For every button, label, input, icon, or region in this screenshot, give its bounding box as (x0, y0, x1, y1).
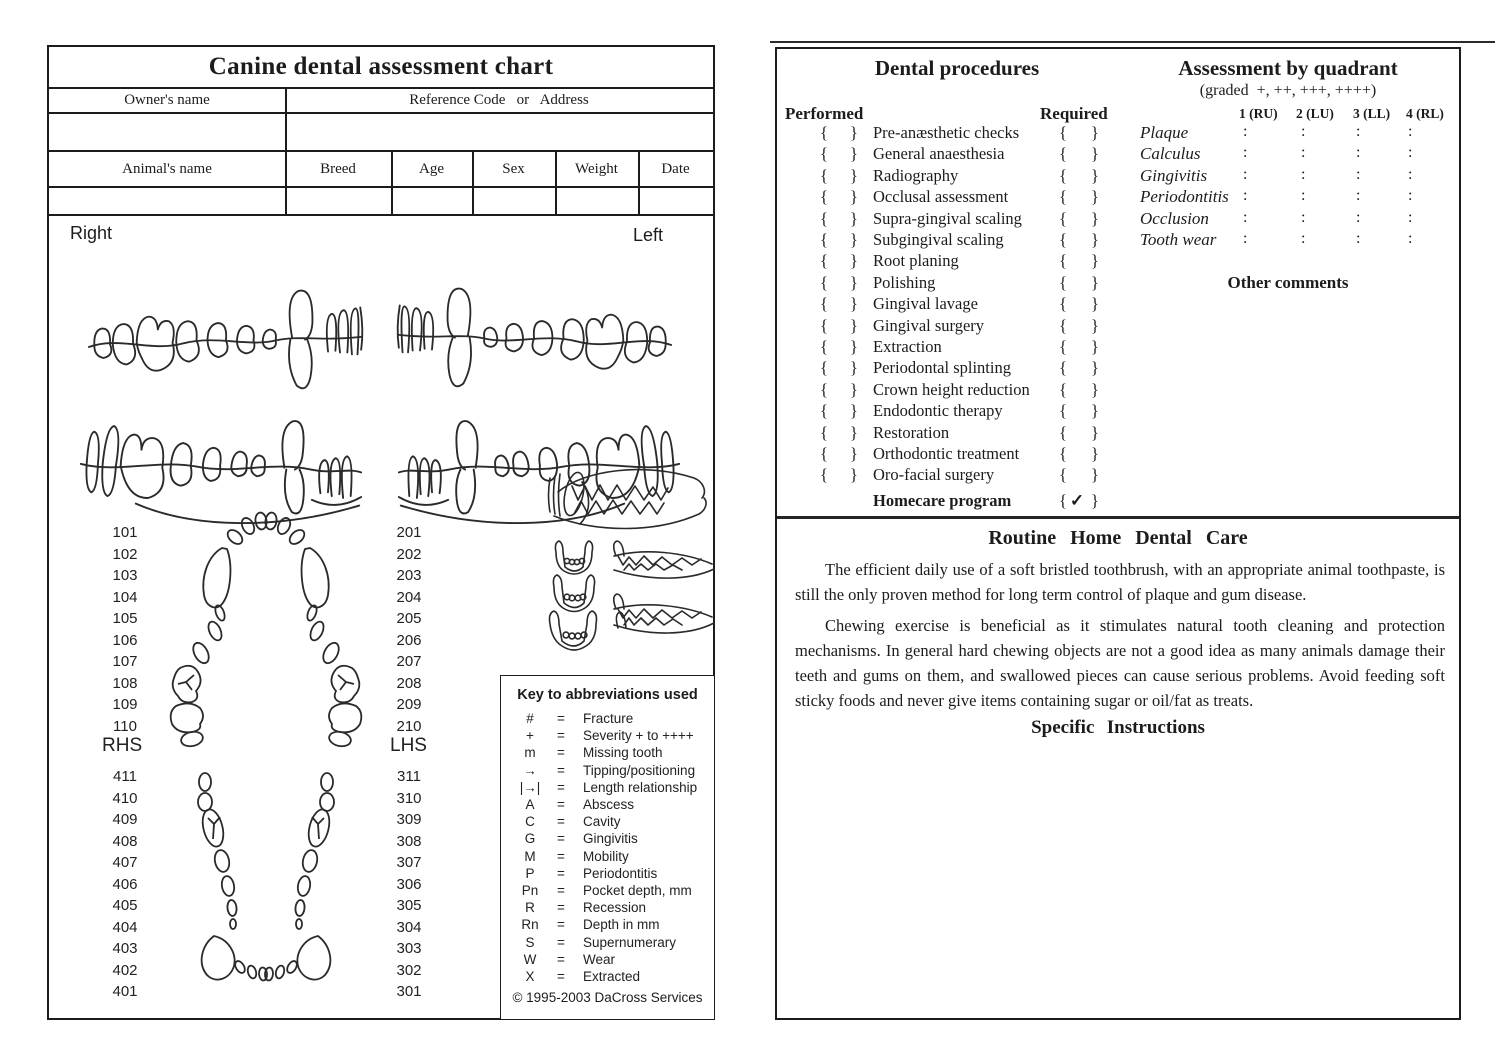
procedure-row: { } Polishing { } (820, 272, 1099, 292)
procedure-row: { } Subgingival scaling { } (820, 230, 1099, 249)
procedures-title: Dental procedures (874, 56, 1040, 80)
assessment-row: Occlusion : : : : (1140, 208, 1413, 228)
animal-name-label: Animal's name (122, 160, 212, 177)
check-mark: ✓ (1069, 491, 1085, 510)
section-divider (777, 516, 1459, 519)
tooth-numbers-lower-left: 311 310 309 308 307 306 305 304 303 302 301 (396, 768, 422, 1001)
procedure-row: { } Supra-gingival scaling { } (820, 208, 1099, 228)
lhs-label: LHS (390, 735, 427, 756)
key-item: S = Supernumerary (525, 934, 677, 950)
upper-jaw-occlusal-drawing (156, 510, 376, 755)
key-item: Pn = Pocket depth, mm (521, 883, 692, 898)
procedure-row: { } General anaesthesia { } (820, 144, 1099, 164)
sex-label: Sex (502, 160, 525, 177)
upper-right-arcade-drawing (87, 275, 363, 407)
procedure-row: { } Radiography { } (820, 165, 1099, 185)
divider (391, 152, 393, 216)
procedure-row: { } Periodontal splinting { } (820, 358, 1099, 378)
divider (49, 186, 713, 188)
upper-left-arcade-drawing (397, 273, 673, 405)
divider (49, 112, 713, 114)
key-item: # = Fracture (526, 711, 634, 726)
procedure-row: { } Root planing { } (820, 251, 1099, 271)
assessment-row: Calculus : : : : (1140, 144, 1413, 164)
key-item: Rn = Depth in mm (521, 917, 660, 933)
quadrant-column-header: 2 (LU) (1296, 106, 1334, 121)
lower-jaw-occlusal-drawing (156, 757, 376, 1002)
rhs-label: RHS (102, 735, 143, 756)
assessment-row: Plaque : : : : (1140, 123, 1413, 142)
assessment-row: Periodontitis : : : : (1140, 187, 1413, 207)
auxiliary-jaw-views-drawing (544, 452, 717, 667)
page-top-rule (770, 41, 1495, 43)
key-title: Key to abbreviations used (517, 687, 698, 703)
left-page (47, 45, 715, 1020)
assessment-row: Gingivitis : : : : (1140, 165, 1413, 185)
key-item: G = Gingivitis (524, 831, 638, 847)
procedure-row: { } Gingival surgery { } (820, 315, 1099, 335)
divider (49, 214, 713, 216)
tooth-numbers-upper-right: 101 102 103 104 105 106 107 108 109 110 (112, 524, 138, 735)
divider (638, 152, 640, 216)
procedure-row: { } Restoration { } (820, 422, 1099, 442)
owner-name-label: Owner's name (124, 92, 210, 108)
tooth-numbers-lower-right: 411 410 409 408 407 406 405 404 403 402 401 (112, 768, 138, 1001)
key-item: A = Abscess (525, 797, 635, 812)
procedure-row: { } Gingival lavage { } (820, 294, 1099, 314)
procedure-row: { } Crown height reduction { } (820, 379, 1099, 399)
paragraph: Chewing exercise is beneficial as it stimulates natural tooth cleaning and protection mechanisms. In general hard chewing objects are not a good idea as many animals damage their teeth and gums on them, and swallowed pieces can cause serious problems. Avoid feeding soft sticky foods and never give items containing sugar or oil/fat as treats. (795, 616, 1445, 710)
quadrant-column-header: 1 (RU) (1239, 106, 1278, 121)
performed-column-label: Performed (785, 104, 864, 123)
assessment-grading-note: (graded +, ++, +++, ++++) (1199, 82, 1377, 99)
procedure-row: { } Extraction { } (820, 337, 1099, 356)
key-item: W = Wear (523, 951, 616, 967)
age-label: Age (419, 160, 444, 177)
required-column-label: Required (1040, 104, 1108, 123)
right-side-label: Right (70, 223, 113, 243)
key-item: P = Periodontitis (525, 865, 658, 881)
page-title: Canine dental assessment chart (49, 47, 713, 89)
homecare-program-row: Homecare program { ✓ } (873, 491, 1099, 510)
other-comments-heading: Other comments (1227, 273, 1349, 292)
key-item: → = Tipping/positioning (523, 762, 696, 778)
procedure-row: { } Pre-anæsthetic checks { } (820, 123, 1099, 142)
key-item: R = Recession (525, 900, 647, 916)
home-dental-care-title: Routine Home Dental Care (988, 527, 1248, 549)
procedure-row: { } Oro-facial surgery { } (820, 465, 1099, 485)
paragraph: The efficient daily use of a soft bristled toothbrush, with an appropriate animal toothpaste, is still the only proven method for long term control of plaque and gum disease. (795, 560, 1445, 604)
quadrant-column-header: 3 (LL) (1353, 106, 1391, 121)
procedure-row: { } Occlusal assessment { } (820, 187, 1099, 207)
key-item: + = Severity + to ++++ (526, 728, 694, 744)
abbreviation-key-box (500, 675, 715, 1020)
reference-label: Reference Code or Address (409, 92, 589, 108)
procedure-row: { } Endodontic therapy { } (820, 401, 1099, 421)
key-item: X = Extracted (525, 969, 641, 984)
breed-label: Breed (320, 160, 356, 177)
key-item: C = Cavity (525, 814, 621, 830)
assessment-title: Assessment by quadrant (1178, 56, 1398, 80)
key-item: m = Missing tooth (524, 745, 663, 761)
home-dental-care-text (795, 557, 1445, 719)
specific-instructions-title: Specific Instructions (1031, 717, 1205, 738)
tooth-numbers-upper-left: 201 202 203 204 205 206 207 208 209 210 (396, 524, 422, 735)
divider (285, 89, 287, 150)
copyright-notice: © 1995-2003 DaCross Services (512, 990, 703, 1005)
quadrant-column-header: 4 (RL) (1406, 106, 1444, 121)
assessment-row: Tooth wear : : : : (1140, 230, 1413, 249)
right-page (775, 47, 1461, 1020)
divider (472, 152, 474, 216)
left-side-label: Left (633, 225, 664, 245)
key-item: M = Mobility (524, 848, 629, 864)
weight-label: Weight (575, 160, 618, 177)
divider (285, 152, 287, 216)
date-label: Date (661, 160, 690, 177)
key-item: |→| = Length relationship (519, 779, 698, 795)
procedure-row: { } Orthodontic treatment { } (820, 444, 1099, 463)
divider (555, 152, 557, 216)
